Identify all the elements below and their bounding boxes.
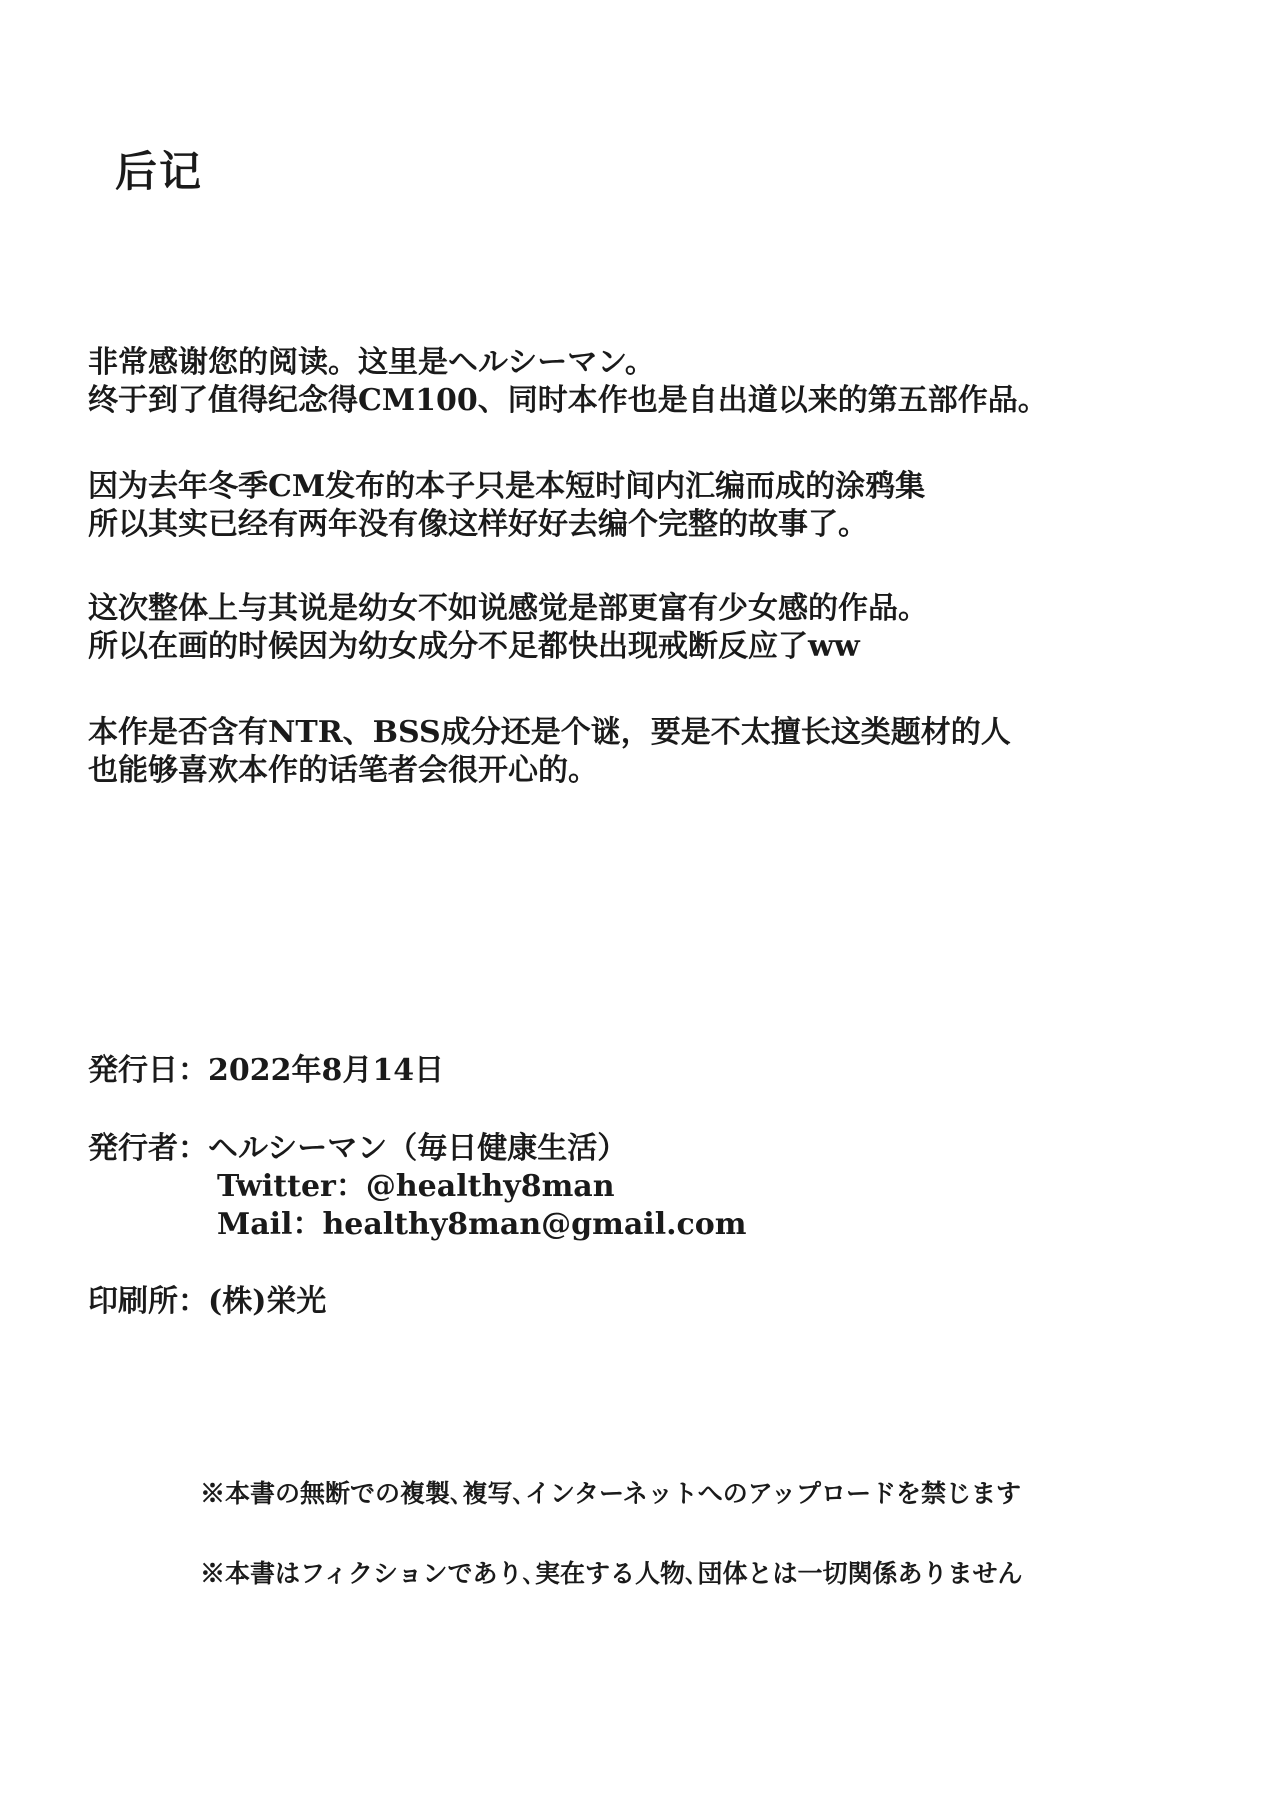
paragraph-line: 这次整体上与其说是幼女不如说感觉是部更富有少女感的作品。 — [88, 591, 928, 626]
fiction-disclaimer: ※本書はフィクションであり､実在する人物､団体とは一切関係ありません — [200, 1559, 1023, 1588]
contact-email: Mail：healthy8man@gmail.com — [217, 1207, 747, 1242]
paragraph-2 — [88, 468, 1228, 544]
paragraph-1 — [88, 344, 1228, 420]
publish-date: 発行日：2022年8月14日 — [88, 1053, 445, 1088]
twitter-handle: Twitter：@healthy8man — [217, 1169, 615, 1204]
paragraph-line: 所以在画的时候因为幼女成分不足都快出现戒断反应了ww — [88, 629, 860, 664]
printer: 印刷所：(株)栄光 — [88, 1284, 327, 1319]
paragraph-line: 终于到了值得纪念得CM100、同时本作也是自出道以来的第五部作品。 — [88, 383, 1048, 418]
paragraph-line: 也能够喜欢本作的话笔者会很开心的。 — [88, 753, 598, 788]
paragraph-4 — [88, 714, 1228, 790]
paragraph-line: 所以其实已经有两年没有像这样好好去编个完整的故事了。 — [88, 507, 868, 542]
paragraph-3 — [88, 590, 1228, 666]
publisher: 発行者：ヘルシーマン（毎日健康生活） — [88, 1131, 628, 1166]
paragraph-line: 因为去年冬季CM发布的本子只是本短时间内汇编而成的涂鸦集 — [88, 469, 926, 504]
copyright-notice: ※本書の無断での複製､複写､インターネットへのアップロードを禁じます — [200, 1479, 1022, 1508]
page-title: 后记 — [115, 147, 204, 196]
paragraph-line: 非常感谢您的阅读。这里是ヘルシーマン。 — [88, 345, 655, 380]
paragraph-line: 本作是否含有NTR、BSS成分还是个谜，要是不太擅长这类题材的人 — [88, 715, 1011, 750]
